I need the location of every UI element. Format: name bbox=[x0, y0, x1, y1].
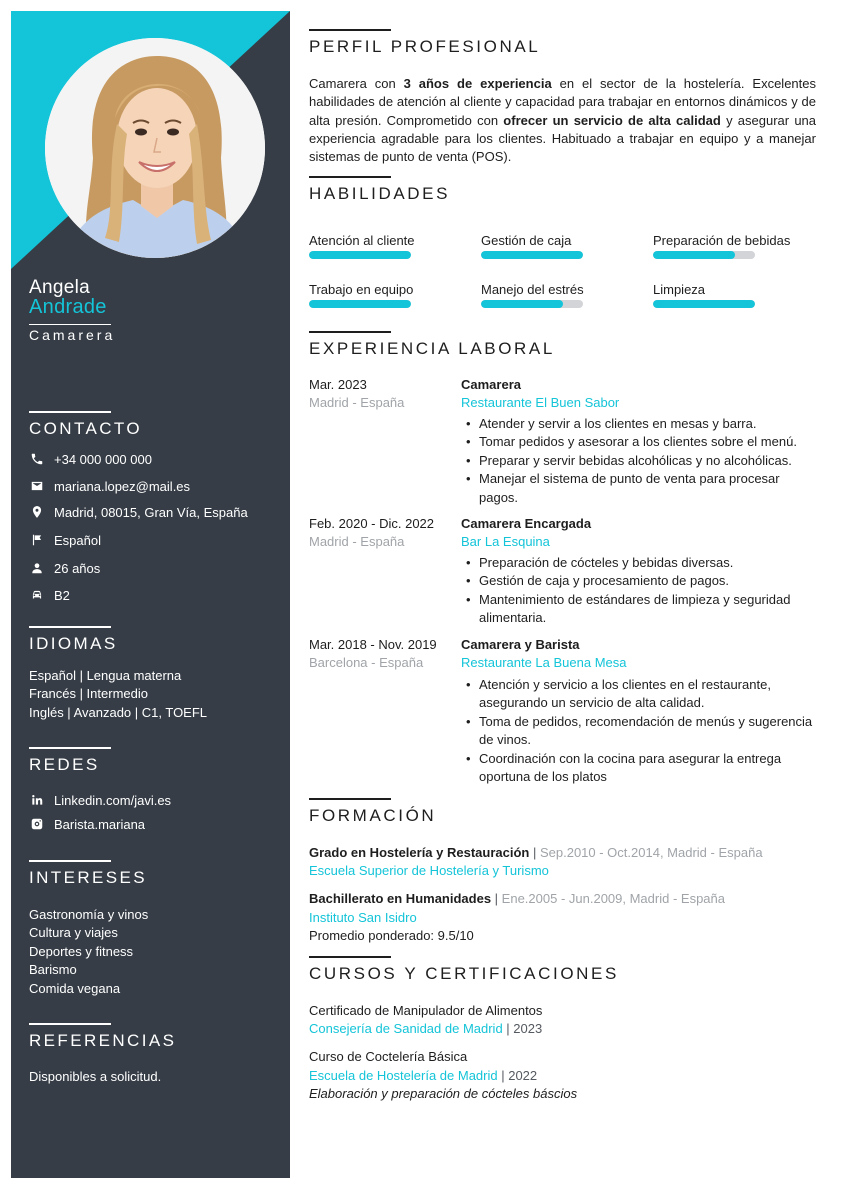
interests-heading: INTERESES bbox=[29, 868, 147, 887]
course-issuer: Consejería de Sanidad de Madrid bbox=[309, 1021, 503, 1036]
job-tasks bbox=[461, 554, 821, 628]
skill-item bbox=[653, 233, 790, 259]
skill-item bbox=[481, 282, 584, 308]
social-instagram[interactable]: Barista.mariana bbox=[29, 816, 145, 832]
job-location: Madrid - España bbox=[309, 534, 405, 549]
job-location: Madrid - España bbox=[309, 395, 405, 410]
education-grade: Promedio ponderado: 9.5/10 bbox=[309, 928, 474, 943]
list-item: • Coordinación con la cocina para asegurar la entrega oportuna de los platos bbox=[461, 750, 821, 787]
skill-item bbox=[309, 282, 413, 308]
course-issuer: Escuela de Hostelería de Madrid bbox=[309, 1068, 498, 1083]
education-meta: Sep.2010 - Oct.2014, Madrid - España bbox=[539, 845, 763, 860]
car-icon bbox=[29, 587, 45, 603]
job-company: Restaurante La Buena Mesa bbox=[461, 655, 627, 670]
skills-heading: HABILIDADES bbox=[309, 184, 451, 203]
list-item: • Toma de pedidos, recomendación de menús y sugerencia de vinos. bbox=[461, 713, 821, 750]
interest-item: Barismo bbox=[29, 962, 77, 978]
skill-bar bbox=[309, 300, 411, 308]
skill-bar-fill bbox=[653, 300, 755, 308]
job-company: Restaurante El Buen Sabor bbox=[461, 395, 620, 410]
skill-item bbox=[481, 233, 583, 259]
first-name: Angela bbox=[29, 277, 90, 298]
skill-label: Manejo del estrés bbox=[481, 282, 584, 297]
list-item: • Atender y servir a los clientes en mesas y barra. bbox=[461, 415, 821, 433]
job-date: Feb. 2020 - Dic. 2022 bbox=[309, 516, 435, 531]
last-name: Andrade bbox=[29, 296, 107, 318]
education-degree-line: Bachillerato en Humanidades | Ene.2005 - Jun.2009, Madrid - España bbox=[309, 891, 725, 906]
skill-bar-fill bbox=[653, 251, 735, 259]
job-date: Mar. 2018 - Nov. 2019 bbox=[309, 637, 437, 652]
languages-list bbox=[29, 667, 207, 722]
contact-address: Madrid, 08015, Gran Vía, España bbox=[29, 504, 248, 520]
languages-heading: IDIOMAS bbox=[29, 634, 118, 653]
list-item: • Tomar pedidos y asesorar a los clientes sobre el menú. bbox=[461, 433, 821, 451]
skill-bar bbox=[653, 251, 755, 259]
course-name: Curso de Coctelería Básica bbox=[309, 1049, 468, 1064]
skill-item bbox=[653, 282, 755, 308]
experience-heading: EXPERIENCIA LABORAL bbox=[309, 339, 555, 358]
contact-email[interactable]: mariana.lopez@mail.es bbox=[29, 478, 190, 494]
skill-label: Preparación de bebidas bbox=[653, 233, 791, 248]
instagram-icon bbox=[29, 816, 45, 832]
contact-age: 26 años bbox=[29, 560, 100, 576]
education-degree: Bachillerato en Humanidades bbox=[309, 891, 492, 906]
skill-bar-fill bbox=[309, 251, 411, 259]
phone-icon bbox=[29, 451, 45, 467]
education-degree: Grado en Hostelería y Restauración bbox=[309, 845, 530, 860]
course-year: | 2023 bbox=[502, 1021, 543, 1036]
skill-label: Trabajo en equipo bbox=[309, 282, 414, 297]
language-item: Inglés | Avanzado | C1, TOEFL bbox=[29, 704, 208, 720]
course-year: | 2022 bbox=[497, 1068, 538, 1083]
skill-bar-fill bbox=[481, 300, 563, 308]
job-tasks bbox=[461, 415, 821, 507]
interest-item: Gastronomía y vinos bbox=[29, 907, 149, 922]
job-tasks bbox=[461, 676, 821, 786]
contact-license: B2 bbox=[29, 587, 70, 603]
contact-phone: +34 000 000 000 bbox=[29, 451, 152, 467]
contact-nationality: Español bbox=[29, 532, 101, 548]
location-pin-icon bbox=[29, 504, 45, 520]
interest-item: Comida vegana bbox=[29, 980, 121, 996]
job-role: Camarera bbox=[461, 377, 521, 392]
courses-heading: CURSOS Y CERTIFICACIONES bbox=[309, 964, 619, 983]
skill-bar bbox=[481, 300, 583, 308]
job-date: Mar. 2023 bbox=[309, 377, 367, 392]
skill-bar bbox=[653, 300, 755, 308]
language-item: Francés | Intermedio bbox=[29, 686, 148, 702]
profile-photo bbox=[45, 38, 265, 258]
list-item: • Atención y servicio a los clientes en el restaurante, asegurando un servicio de alta calidad. bbox=[461, 676, 821, 713]
profile-heading: PERFIL PROFESIONAL bbox=[309, 37, 541, 56]
profile-summary: Camarera con 3 años de experiencia en el sector de la hostelería. Excelentes habilidades de atención al cliente y capacidad para trabajar en entornos dinámicos y de alta presión. Comprometido con ofrecer un servicio de alta calidad y asegurar una experiencia agradable para los clientes. Habituado a trabajar en equipo y a manejar sistemas de punto de venta (POS). bbox=[309, 76, 817, 165]
skill-bar-fill bbox=[481, 251, 583, 259]
course-issuer-line bbox=[309, 1021, 542, 1036]
education-meta: Ene.2005 - Jun.2009, Madrid - España bbox=[501, 891, 725, 906]
skill-bar-fill bbox=[309, 300, 411, 308]
course-note: Elaboración y preparación de cócteles báscios bbox=[309, 1086, 578, 1101]
course-issuer-line bbox=[309, 1068, 537, 1083]
mail-icon bbox=[29, 478, 45, 494]
skill-label: Limpieza bbox=[653, 282, 706, 297]
skill-label: Atención al cliente bbox=[309, 233, 415, 248]
education-heading: FORMACIÓN bbox=[309, 806, 437, 825]
language-item: Español | Lengua materna bbox=[29, 668, 182, 683]
list-item: • Gestión de caja y procesamiento de pagos. bbox=[461, 572, 821, 590]
job-location: Barcelona - España bbox=[309, 655, 424, 670]
interest-item: Deportes y fitness bbox=[29, 943, 134, 959]
education-school: Escuela Superior de Hostelería y Turismo bbox=[309, 863, 549, 878]
list-item: • Preparar y servir bebidas alcohólicas y no alcohólicas. bbox=[461, 452, 821, 470]
job-company: Bar La Esquina bbox=[461, 534, 550, 549]
social-linkedin[interactable]: Linkedin.com/javi.es bbox=[29, 792, 171, 808]
contact-heading: CONTACTO bbox=[29, 419, 143, 438]
skill-bar bbox=[309, 251, 411, 259]
flag-icon bbox=[29, 532, 45, 548]
job-role: Camarera y Barista bbox=[461, 637, 580, 652]
references-text: Disponibles a solicitud. bbox=[29, 1069, 162, 1084]
education-school: Instituto San Isidro bbox=[309, 910, 417, 925]
list-item: • Preparación de cócteles y bebidas diversas. bbox=[461, 554, 821, 572]
references-heading: REFERENCIAS bbox=[29, 1031, 177, 1050]
course-name: Certificado de Manipulador de Alimentos bbox=[309, 1003, 543, 1018]
job-role: Camarera Encargada bbox=[461, 516, 592, 531]
name-divider bbox=[29, 324, 111, 325]
portrait-illustration bbox=[45, 38, 265, 258]
person-icon bbox=[29, 560, 45, 576]
list-item: • Mantenimiento de estándares de limpieza y seguridad alimentaria. bbox=[461, 591, 821, 628]
skill-label: Gestión de caja bbox=[481, 233, 572, 248]
social-heading: REDES bbox=[29, 755, 100, 774]
interests-list bbox=[29, 906, 148, 998]
skill-bar bbox=[481, 251, 583, 259]
list-item: • Manejar el sistema de punto de venta para procesar pagos. bbox=[461, 470, 821, 507]
education-degree-line: Grado en Hostelería y Restauración | Sep.2010 - Oct.2014, Madrid - España bbox=[309, 845, 763, 860]
interest-item: Cultura y viajes bbox=[29, 925, 118, 941]
job-title: Camarera bbox=[29, 327, 116, 343]
skill-item bbox=[309, 233, 415, 259]
linkedin-icon bbox=[29, 792, 45, 808]
